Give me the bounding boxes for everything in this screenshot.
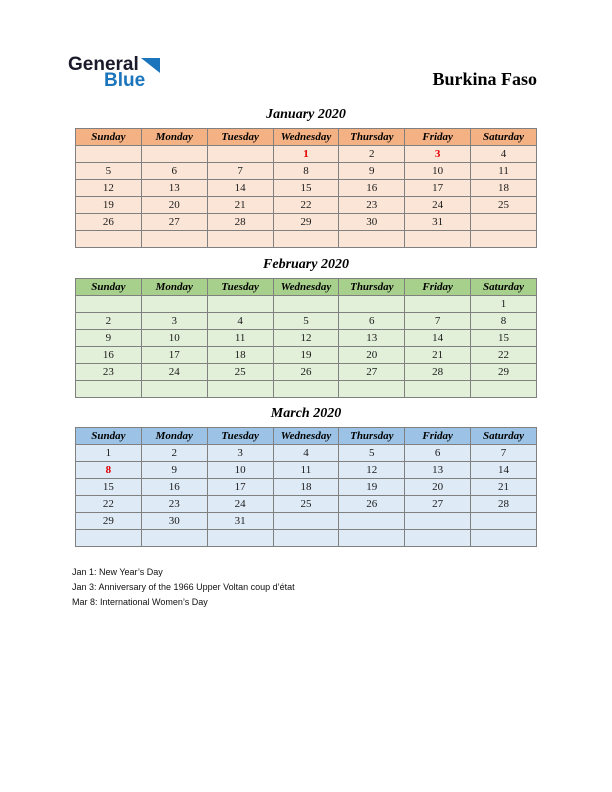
day-cell: 1 xyxy=(273,146,339,163)
day-cell: 27 xyxy=(405,496,471,513)
day-cell: 26 xyxy=(273,364,339,381)
weekday-header: Thursday xyxy=(339,129,405,146)
empty-day-cell xyxy=(339,231,405,248)
day-cell: 12 xyxy=(273,330,339,347)
day-cell: 14 xyxy=(405,330,471,347)
day-cell: 2 xyxy=(141,445,207,462)
day-cell: 24 xyxy=(405,197,471,214)
day-cell: 29 xyxy=(76,513,142,530)
empty-day-cell xyxy=(141,146,207,163)
empty-day-cell xyxy=(471,214,537,231)
empty-day-cell xyxy=(339,296,405,313)
empty-day-cell xyxy=(76,530,142,547)
weekday-header: Sunday xyxy=(76,428,142,445)
day-cell: 4 xyxy=(471,146,537,163)
empty-day-cell xyxy=(207,146,273,163)
weekday-header-row xyxy=(76,279,537,296)
week-row xyxy=(76,479,537,496)
week-row xyxy=(76,313,537,330)
day-cell: 20 xyxy=(405,479,471,496)
week-row xyxy=(76,513,537,530)
weekday-header: Tuesday xyxy=(207,129,273,146)
day-cell: 6 xyxy=(405,445,471,462)
day-cell: 24 xyxy=(207,496,273,513)
day-cell: 15 xyxy=(76,479,142,496)
january-grid xyxy=(75,128,537,248)
day-cell: 22 xyxy=(471,347,537,364)
day-cell: 16 xyxy=(76,347,142,364)
day-cell: 2 xyxy=(339,146,405,163)
empty-day-cell xyxy=(471,381,537,398)
weekday-header: Saturday xyxy=(471,428,537,445)
empty-day-cell xyxy=(141,381,207,398)
day-cell: 15 xyxy=(471,330,537,347)
march-grid xyxy=(75,427,537,547)
day-cell: 12 xyxy=(76,180,142,197)
day-cell: 23 xyxy=(141,496,207,513)
day-cell: 21 xyxy=(207,197,273,214)
week-row xyxy=(76,231,537,248)
weekday-header: Sunday xyxy=(76,129,142,146)
week-row xyxy=(76,330,537,347)
week-row xyxy=(76,381,537,398)
weekday-header: Saturday xyxy=(471,129,537,146)
month-title-january: January 2020 xyxy=(266,107,346,122)
day-cell: 14 xyxy=(471,462,537,479)
day-cell: 29 xyxy=(471,364,537,381)
day-cell: 8 xyxy=(471,313,537,330)
weekday-header: Wednesday xyxy=(273,279,339,296)
weekday-header: Monday xyxy=(141,279,207,296)
empty-day-cell xyxy=(405,231,471,248)
logo-word-blue: Blue xyxy=(104,70,146,91)
week-row xyxy=(76,163,537,180)
day-cell: 8 xyxy=(273,163,339,180)
day-cell: 23 xyxy=(339,197,405,214)
day-cell: 3 xyxy=(141,313,207,330)
weekday-header: Wednesday xyxy=(273,129,339,146)
week-row xyxy=(76,364,537,381)
day-cell: 5 xyxy=(339,445,405,462)
day-cell: 29 xyxy=(273,214,339,231)
weekday-header-row xyxy=(76,129,537,146)
week-row xyxy=(76,197,537,214)
day-cell: 30 xyxy=(339,214,405,231)
holiday-notes xyxy=(72,565,295,610)
day-cell: 18 xyxy=(207,347,273,364)
day-cell: 9 xyxy=(339,163,405,180)
empty-day-cell xyxy=(76,146,142,163)
day-cell: 25 xyxy=(207,364,273,381)
weekday-header-row xyxy=(76,428,537,445)
day-cell: 20 xyxy=(141,197,207,214)
empty-day-cell xyxy=(471,530,537,547)
weekday-header: Friday xyxy=(405,428,471,445)
day-cell: 26 xyxy=(76,214,142,231)
day-cell: 26 xyxy=(339,496,405,513)
week-row xyxy=(76,146,537,163)
month-calendar-march xyxy=(75,406,537,547)
day-cell: 16 xyxy=(141,479,207,496)
empty-day-cell xyxy=(76,296,142,313)
week-row xyxy=(76,180,537,197)
day-cell: 15 xyxy=(273,180,339,197)
empty-day-cell xyxy=(273,513,339,530)
weekday-header: Wednesday xyxy=(273,428,339,445)
day-cell: 19 xyxy=(339,479,405,496)
day-cell: 24 xyxy=(141,364,207,381)
month-title-march: March 2020 xyxy=(270,406,342,421)
day-cell: 27 xyxy=(339,364,405,381)
day-cell: 22 xyxy=(273,197,339,214)
weekday-header: Thursday xyxy=(339,428,405,445)
day-cell: 13 xyxy=(339,330,405,347)
day-cell: 13 xyxy=(405,462,471,479)
weekday-header: Thursday xyxy=(339,279,405,296)
day-cell: 17 xyxy=(207,479,273,496)
day-cell: 9 xyxy=(141,462,207,479)
weekday-header: Monday xyxy=(141,428,207,445)
holiday-note: Jan 1: New Year’s Day xyxy=(72,567,163,577)
empty-day-cell xyxy=(141,296,207,313)
weekday-header: Saturday xyxy=(471,279,537,296)
day-cell: 11 xyxy=(207,330,273,347)
day-cell: 5 xyxy=(76,163,142,180)
day-cell: 7 xyxy=(207,163,273,180)
day-cell: 10 xyxy=(141,330,207,347)
day-cell: 3 xyxy=(405,146,471,163)
day-cell: 1 xyxy=(471,296,537,313)
day-cell: 1 xyxy=(76,445,142,462)
empty-day-cell xyxy=(273,231,339,248)
day-cell: 21 xyxy=(405,347,471,364)
empty-day-cell xyxy=(339,530,405,547)
week-row xyxy=(76,462,537,479)
empty-day-cell xyxy=(141,231,207,248)
day-cell: 28 xyxy=(405,364,471,381)
day-cell: 28 xyxy=(207,214,273,231)
empty-day-cell xyxy=(273,530,339,547)
day-cell: 30 xyxy=(141,513,207,530)
day-cell: 23 xyxy=(76,364,142,381)
day-cell: 2 xyxy=(76,313,142,330)
february-grid xyxy=(75,278,537,398)
day-cell: 6 xyxy=(339,313,405,330)
day-cell: 10 xyxy=(405,163,471,180)
empty-day-cell xyxy=(339,513,405,530)
page-header xyxy=(68,55,537,90)
day-cell: 28 xyxy=(471,496,537,513)
day-cell: 25 xyxy=(273,496,339,513)
empty-day-cell xyxy=(207,530,273,547)
day-cell: 16 xyxy=(339,180,405,197)
day-cell: 7 xyxy=(471,445,537,462)
empty-day-cell xyxy=(339,381,405,398)
day-cell: 11 xyxy=(273,462,339,479)
weekday-header: Sunday xyxy=(76,279,142,296)
weekday-header: Friday xyxy=(405,129,471,146)
holiday-note: Jan 3: Anniversary of the 1966 Upper Voltan coup d’état xyxy=(72,582,295,592)
day-cell: 12 xyxy=(339,462,405,479)
empty-day-cell xyxy=(273,381,339,398)
day-cell: 4 xyxy=(207,313,273,330)
weekday-header: Tuesday xyxy=(207,279,273,296)
empty-day-cell xyxy=(207,231,273,248)
day-cell: 13 xyxy=(141,180,207,197)
empty-day-cell xyxy=(273,296,339,313)
empty-day-cell xyxy=(405,513,471,530)
weekday-header: Monday xyxy=(141,129,207,146)
day-cell: 17 xyxy=(141,347,207,364)
month-title-february: February 2020 xyxy=(263,257,349,272)
week-row xyxy=(76,496,537,513)
day-cell: 22 xyxy=(76,496,142,513)
weekday-header: Friday xyxy=(405,279,471,296)
day-cell: 18 xyxy=(273,479,339,496)
empty-day-cell xyxy=(471,513,537,530)
day-cell: 27 xyxy=(141,214,207,231)
month-calendar-february xyxy=(75,257,537,398)
day-cell: 21 xyxy=(471,479,537,496)
day-cell: 10 xyxy=(207,462,273,479)
day-cell: 31 xyxy=(207,513,273,530)
empty-day-cell xyxy=(405,530,471,547)
day-cell: 19 xyxy=(76,197,142,214)
empty-day-cell xyxy=(405,296,471,313)
empty-day-cell xyxy=(471,231,537,248)
empty-day-cell xyxy=(76,231,142,248)
day-cell: 19 xyxy=(273,347,339,364)
empty-day-cell xyxy=(76,381,142,398)
day-cell: 11 xyxy=(471,163,537,180)
empty-day-cell xyxy=(141,530,207,547)
country-title: Burkina Faso xyxy=(432,69,537,89)
empty-day-cell xyxy=(207,381,273,398)
day-cell: 31 xyxy=(405,214,471,231)
day-cell: 25 xyxy=(471,197,537,214)
general-blue-logo xyxy=(68,55,160,90)
day-cell: 20 xyxy=(339,347,405,364)
week-row xyxy=(76,296,537,313)
day-cell: 14 xyxy=(207,180,273,197)
day-cell: 8 xyxy=(76,462,142,479)
day-cell: 6 xyxy=(141,163,207,180)
day-cell: 9 xyxy=(76,330,142,347)
day-cell: 3 xyxy=(207,445,273,462)
day-cell: 18 xyxy=(471,180,537,197)
day-cell: 17 xyxy=(405,180,471,197)
day-cell: 5 xyxy=(273,313,339,330)
weekday-header: Tuesday xyxy=(207,428,273,445)
week-row xyxy=(76,347,537,364)
month-calendar-january xyxy=(75,107,537,248)
week-row xyxy=(76,214,537,231)
week-row xyxy=(76,445,537,462)
empty-day-cell xyxy=(405,381,471,398)
logo-word-general: General xyxy=(68,54,139,75)
week-row xyxy=(76,530,537,547)
day-cell: 7 xyxy=(405,313,471,330)
empty-day-cell xyxy=(207,296,273,313)
day-cell: 4 xyxy=(273,445,339,462)
holiday-note: Mar 8: International Women’s Day xyxy=(72,597,208,607)
